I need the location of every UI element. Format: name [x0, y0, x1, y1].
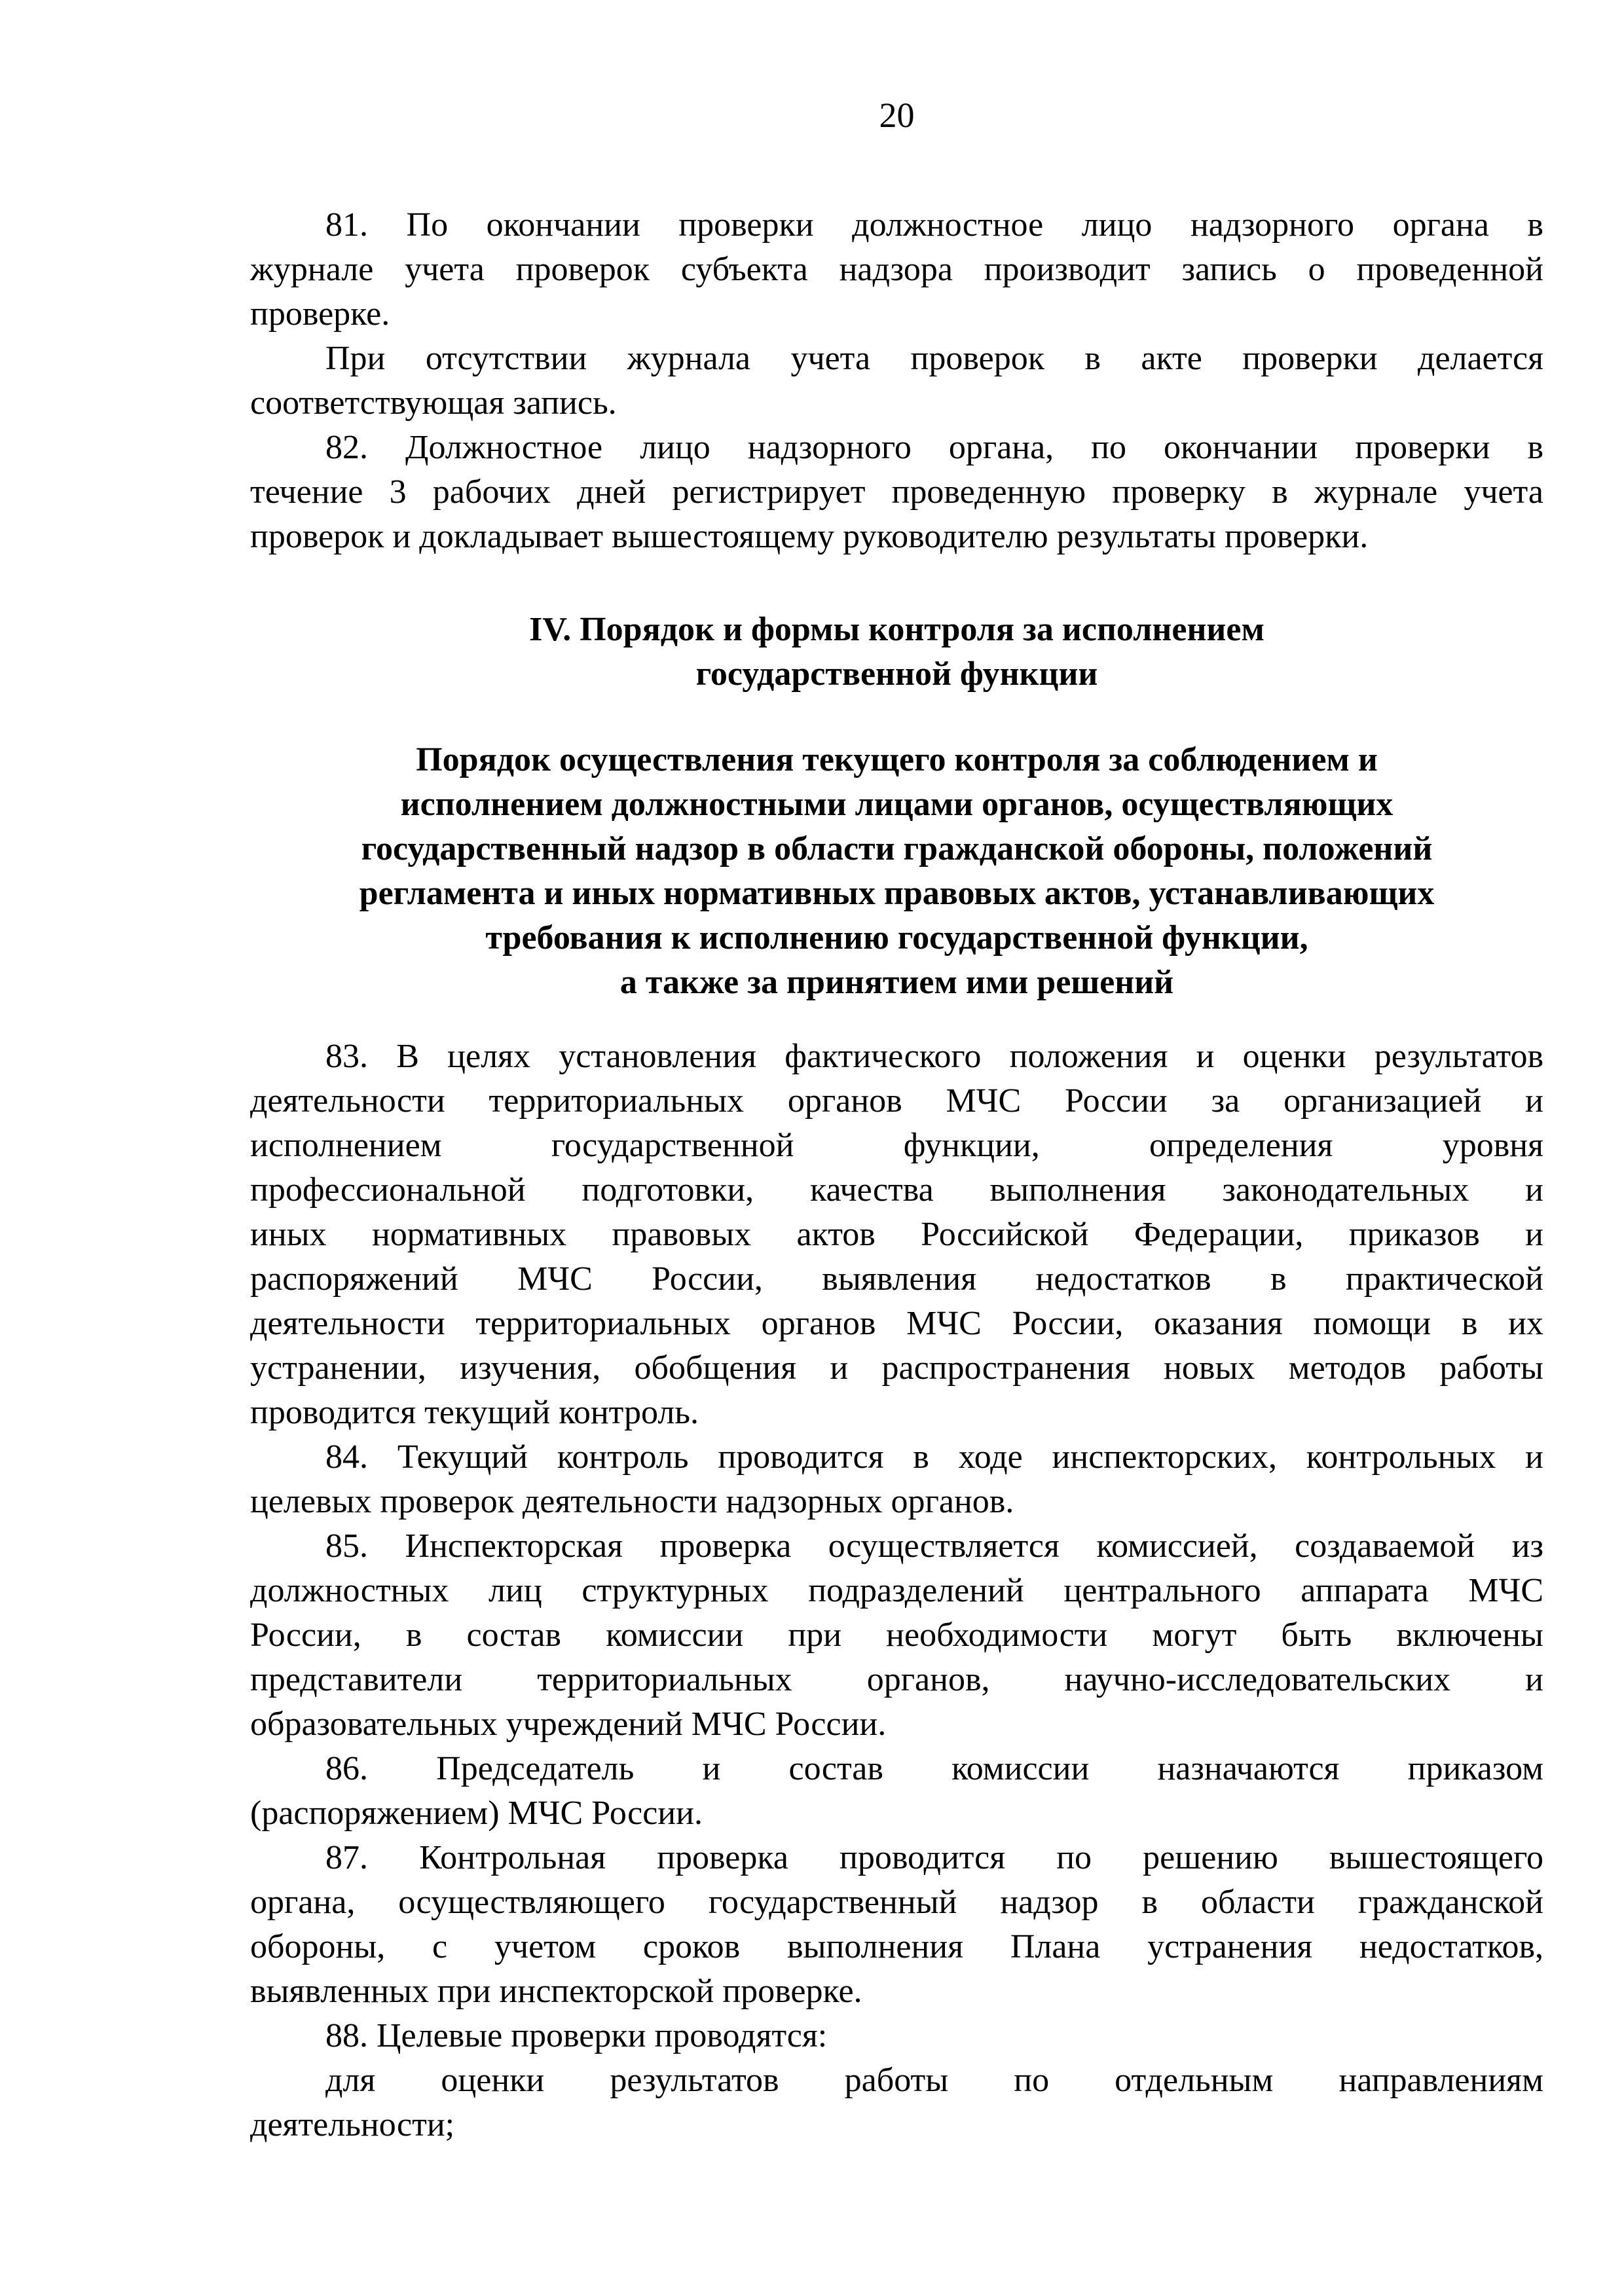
paragraph-81	[250, 203, 1543, 337]
text-line: деятельности территориальных органов МЧС России, оказания помощи в их	[250, 1305, 1543, 1342]
heading-line: Порядок осуществления текущего контроля за соблюдением и	[416, 741, 1378, 778]
text-line: (распоряжением) МЧС России.	[250, 1795, 703, 1832]
text-line: выявленных при инспекторской проверке.	[250, 1973, 862, 2010]
text-line: профессиональной подготовки, качества выполнения законодательных и	[250, 1171, 1543, 1209]
text-line: России, в состав комиссии при необходимости могут быть включены	[250, 1616, 1543, 1654]
text-line: проводится текущий контроль.	[250, 1394, 699, 1431]
paragraph-88	[250, 2014, 1543, 2058]
text-line: для оценки результатов работы по отдельным направлениям	[325, 2062, 1543, 2099]
heading-line: государственной функции	[695, 655, 1098, 693]
section-heading	[250, 608, 1543, 697]
text-line: 85. Инспекторская проверка осуществляется комиссией, создаваемой из	[325, 1527, 1543, 1565]
heading-line: государственный надзор в области гражданской обороны, положений	[361, 830, 1433, 867]
text-line: проверок и докладывает вышестоящему руководителю результаты проверки.	[250, 518, 1369, 555]
text-line: образовательных учреждений МЧС России.	[250, 1705, 887, 1743]
paragraph-83	[250, 1034, 1543, 1435]
paragraph-81-continuation	[250, 337, 1543, 426]
text-line: 82. Должностное лицо надзорного органа, по окончании проверки в	[325, 429, 1543, 466]
text-line: должностных лиц структурных подразделений центрального аппарата МЧС	[250, 1572, 1543, 1609]
page-content	[250, 0, 1543, 2147]
text-line: 81. По окончании проверки должностное лицо надзорного органа в	[325, 206, 1543, 244]
text-line: иных нормативных правовых актов Российской Федерации, приказов и	[250, 1216, 1543, 1253]
text-line: течение 3 рабочих дней регистрирует проведенную проверку в журнале учета	[250, 473, 1543, 511]
text-line: деятельности территориальных органов МЧС России за организацией и	[250, 1082, 1543, 1120]
paragraph-87	[250, 1836, 1543, 2014]
text-line: журнале учета проверок субъекта надзора производит запись о проведенной	[250, 251, 1543, 288]
text-line: 87. Контрольная проверка проводится по решению вышестоящего	[325, 1839, 1543, 1876]
subsection-heading	[250, 738, 1543, 1005]
heading-line: а также за принятием ими решений	[619, 964, 1174, 1001]
paragraph-88-item	[250, 2058, 1543, 2147]
text-line: 88. Целевые проверки проводятся:	[325, 2017, 828, 2054]
text-line: соответствующая запись.	[250, 384, 617, 422]
text-line: 84. Текущий контроль проводится в ходе инспекторских, контрольных и	[325, 1438, 1543, 1476]
text-line: устранении, изучения, обобщения и распространения новых методов работы	[250, 1349, 1543, 1387]
page-number: 20	[879, 96, 915, 135]
text-line: При отсутствии журнала учета проверок в акте проверки делается	[325, 340, 1543, 377]
text-line: проверке.	[250, 295, 390, 333]
text-line: обороны, с учетом сроков выполнения Плана устранения недостатков,	[250, 1928, 1543, 1965]
text-line: органа, осуществляющего государственный надзор в области гражданской	[250, 1884, 1543, 1921]
paragraph-82	[250, 426, 1543, 559]
paragraph-84	[250, 1435, 1543, 1524]
text-line: деятельности;	[250, 2106, 455, 2143]
text-line: исполнением государственной функции, определения уровня	[250, 1127, 1543, 1164]
heading-line: регламента и иных нормативных правовых актов, устанавливающих	[359, 875, 1435, 912]
text-line: представители территориальных органов, научно-исследовательских и	[250, 1661, 1543, 1698]
text-line: 83. В целях установления фактического положения и оценки результатов	[325, 1038, 1543, 1075]
text-line: 86. Председатель и состав комиссии назначаются приказом	[325, 1750, 1543, 1787]
paragraph-86	[250, 1747, 1543, 1836]
heading-line: IV. Порядок и формы контроля за исполнением	[529, 611, 1264, 648]
text-line: распоряжений МЧС России, выявления недостатков в практической	[250, 1260, 1543, 1298]
heading-line: требования к исполнению государственной функции,	[485, 919, 1308, 957]
heading-line: исполнением должностными лицами органов, осуществляющих	[400, 786, 1393, 823]
text-line: целевых проверок деятельности надзорных органов.	[250, 1483, 1014, 1520]
paragraph-85	[250, 1524, 1543, 1747]
